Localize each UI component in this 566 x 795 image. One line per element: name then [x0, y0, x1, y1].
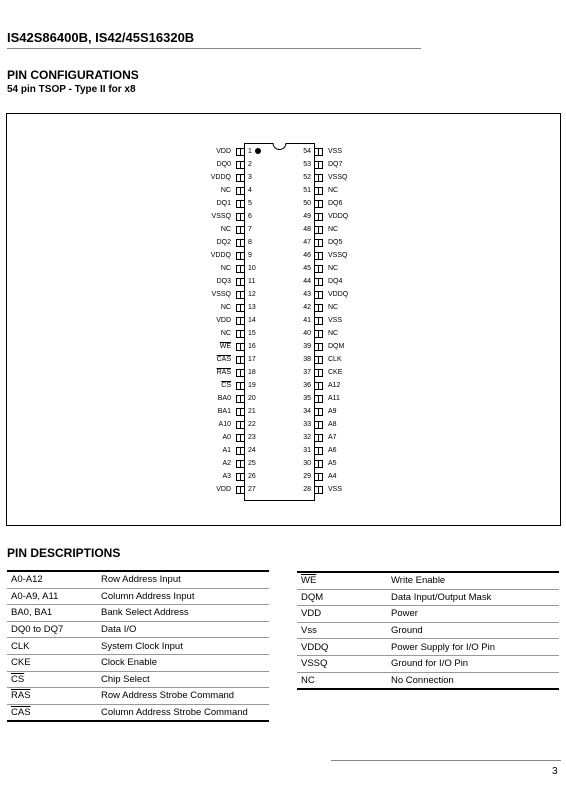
pin-19 — [160, 380, 256, 392]
pin-symbol: VSSQ — [301, 658, 328, 670]
pin-number: 1 — [248, 148, 252, 155]
pin-number: 38 — [303, 356, 311, 363]
pin-name: VDD — [216, 317, 231, 324]
pin-lead — [236, 304, 245, 312]
pin-lead — [236, 252, 245, 260]
pin-lead — [236, 278, 245, 286]
pin-9 — [160, 250, 252, 262]
pin-41 — [303, 315, 399, 327]
pin-symbol-cell — [7, 571, 97, 588]
pin-number: 31 — [303, 447, 311, 454]
pin-name: VSS — [328, 148, 343, 155]
pin-lead — [314, 395, 323, 403]
pin-name: DQ3 — [216, 278, 231, 285]
pin-number: 20 — [248, 395, 256, 402]
pin-name: NC — [328, 187, 339, 194]
table-row — [7, 605, 269, 622]
pin-45 — [303, 263, 399, 275]
pin-lead — [314, 148, 323, 156]
pin-description-table-left — [7, 570, 269, 722]
pin-number: 48 — [303, 226, 311, 233]
pin-name: VDDQ — [328, 213, 349, 220]
pin-description: Power — [387, 606, 559, 623]
pin-number: 23 — [248, 434, 256, 441]
pin-17 — [160, 354, 256, 366]
pin-number: 34 — [303, 408, 311, 415]
pin-name: DQ0 — [216, 161, 231, 168]
pin-number: 30 — [303, 460, 311, 467]
pin-lead — [314, 304, 323, 312]
pin-lead — [236, 291, 245, 299]
pin-number: 24 — [248, 447, 256, 454]
pin-name: A8 — [328, 421, 337, 428]
pin-3 — [160, 172, 252, 184]
pin-number: 19 — [248, 382, 256, 389]
pin-24 — [160, 445, 256, 457]
pin-number: 6 — [248, 213, 252, 220]
pin-name: A5 — [328, 460, 337, 467]
pin-number: 45 — [303, 265, 311, 272]
pin-name: CKE — [328, 369, 343, 376]
pin-lead — [236, 447, 245, 455]
pin-name: NC — [328, 330, 339, 337]
pin-description: Power Supply for I/O Pin — [387, 639, 559, 656]
pin-54 — [303, 146, 399, 158]
pin-symbol: NC — [301, 674, 315, 686]
pin-number: 22 — [248, 421, 256, 428]
pin-27 — [160, 484, 256, 496]
pin-number: 39 — [303, 343, 311, 350]
pin-lead — [236, 317, 245, 325]
table-row — [297, 672, 559, 689]
pin-descriptions-heading: PIN DESCRIPTIONS — [7, 546, 121, 560]
pin-symbol: VDDQ — [301, 641, 329, 653]
pin-number: 15 — [248, 330, 256, 337]
pin-15 — [160, 328, 256, 340]
pin-number: 47 — [303, 239, 311, 246]
pin-8 — [160, 237, 252, 249]
pin-lead — [236, 226, 245, 234]
pin-lead — [236, 395, 245, 403]
pin-description: Ground — [387, 622, 559, 639]
pin-21 — [160, 406, 256, 418]
pin-number: 25 — [248, 460, 256, 467]
pin-53 — [303, 159, 399, 171]
page-number: 3 — [552, 766, 558, 777]
pin-39 — [303, 341, 399, 353]
table-row — [7, 688, 269, 705]
pin-name: NC — [220, 330, 231, 337]
pin-symbol: $\overline{WE}$ — [301, 575, 317, 587]
document-title: IS42S86400B, IS42/45S16320B — [7, 30, 195, 45]
pin-10 — [160, 263, 256, 275]
pin-symbol-cell — [297, 572, 387, 589]
pin-31 — [303, 445, 399, 457]
pin-47 — [303, 237, 399, 249]
pin-lead — [236, 460, 245, 468]
pin-49 — [303, 211, 399, 223]
pin-symbol-cell — [7, 704, 97, 721]
pin-symbol: CKE — [11, 657, 31, 669]
pin-lead — [236, 239, 245, 247]
pin-lead — [236, 473, 245, 481]
pin-symbol-cell — [297, 655, 387, 672]
pin-name: A4 — [328, 473, 337, 480]
pin-number: 49 — [303, 213, 311, 220]
pin-description: Write Enable — [387, 572, 559, 589]
pin-name: NC — [220, 226, 231, 233]
pin-symbol: DQ0 to DQ7 — [11, 624, 64, 636]
pin-35 — [303, 393, 399, 405]
pin-52 — [303, 172, 399, 184]
pin-number: 2 — [248, 161, 252, 168]
pin-name: A0 — [222, 434, 231, 441]
pin-symbol-cell — [297, 606, 387, 623]
pin-18 — [160, 367, 256, 379]
pin-symbol-cell — [7, 588, 97, 605]
pin-number: 13 — [248, 304, 256, 311]
pin-13 — [160, 302, 256, 314]
pin-20 — [160, 393, 256, 405]
pin-name: VDDQ — [328, 291, 349, 298]
footer-rule — [331, 760, 561, 761]
pin-number: 50 — [303, 200, 311, 207]
pin-name: $\overline{CAS}$ — [216, 356, 231, 363]
pin-lead — [314, 382, 323, 390]
pin-number: 11 — [248, 278, 256, 285]
pin-name: A6 — [328, 447, 337, 454]
table-row — [297, 606, 559, 623]
pin-lead — [236, 434, 245, 442]
pin-name: VDDQ — [210, 252, 231, 259]
pin-name: CLK — [328, 356, 342, 363]
pin-16 — [160, 341, 256, 353]
pin-number: 36 — [303, 382, 311, 389]
pin-42 — [303, 302, 399, 314]
pin-number: 37 — [303, 369, 311, 376]
pin-number: 42 — [303, 304, 311, 311]
pin-name: DQ4 — [328, 278, 343, 285]
pin-lead — [236, 174, 245, 182]
pin-lead — [236, 356, 245, 364]
table-row — [7, 588, 269, 605]
pin-lead — [236, 265, 245, 273]
pin-lead — [314, 421, 323, 429]
pin-number: 51 — [303, 187, 311, 194]
pin-symbol: CLK — [11, 640, 30, 652]
pin-name: VSSQ — [211, 213, 231, 220]
pin-symbol: $\overline{RAS}$ — [11, 690, 31, 702]
table-row — [297, 639, 559, 656]
pin-symbol-cell — [7, 688, 97, 705]
table-row — [297, 589, 559, 606]
pin-symbol: $\overline{CAS}$ — [11, 707, 31, 719]
pin-number: 17 — [248, 356, 256, 363]
pin-description-table-right — [297, 571, 559, 690]
pin-lead — [314, 330, 323, 338]
pin-name: VSS — [328, 317, 343, 324]
pin-number: 40 — [303, 330, 311, 337]
pin-description: Bank Select Address — [97, 605, 269, 622]
pin-symbol: BA0, BA1 — [11, 607, 53, 619]
pin-name: DQ2 — [216, 239, 231, 246]
pin-name: NC — [328, 265, 339, 272]
pin-number: 14 — [248, 317, 256, 324]
pin-name: VSSQ — [211, 291, 231, 298]
pin-description: No Connection — [387, 672, 559, 689]
pin-38 — [303, 354, 399, 366]
pin-symbol-cell — [7, 621, 97, 638]
pin-11 — [160, 276, 256, 288]
pin-40 — [303, 328, 399, 340]
pin-name: VSSQ — [328, 174, 348, 181]
table-row — [7, 571, 269, 588]
pin-symbol: Vss — [301, 625, 317, 637]
pin-14 — [160, 315, 256, 327]
header-rule — [7, 48, 421, 49]
pin-44 — [303, 276, 399, 288]
table-row — [7, 654, 269, 671]
pin-name: DQ6 — [328, 200, 343, 207]
pin-lead — [314, 226, 323, 234]
pin-50 — [303, 198, 399, 210]
pin-name: A10 — [218, 421, 231, 428]
pin-46 — [303, 250, 399, 262]
pin-symbol-cell — [7, 671, 97, 688]
pin-description: Column Address Input — [97, 588, 269, 605]
pin-name: A9 — [328, 408, 337, 415]
pin-symbol: A0-A9, A11 — [11, 590, 59, 602]
pin-51 — [303, 185, 399, 197]
pin-name: DQ5 — [328, 239, 343, 246]
pin-number: 35 — [303, 395, 311, 402]
pin-symbol-cell — [7, 605, 97, 622]
pin-number: 46 — [303, 252, 311, 259]
pin-lead — [236, 330, 245, 338]
pin-number: 54 — [303, 148, 311, 155]
pin-lead — [236, 200, 245, 208]
pin-number: 52 — [303, 174, 311, 181]
pin-lead — [314, 447, 323, 455]
pin-lead — [314, 239, 323, 247]
pin-number: 41 — [303, 317, 311, 324]
pin-23 — [160, 432, 256, 444]
pin-description: Data Input/Output Mask — [387, 589, 559, 606]
pin-number: 43 — [303, 291, 311, 298]
pin-description: Ground for I/O Pin — [387, 655, 559, 672]
pin-name: VSSQ — [328, 252, 348, 259]
pin-lead — [236, 382, 245, 390]
pin-33 — [303, 419, 399, 431]
pin-lead — [236, 148, 245, 156]
pin-symbol-cell — [297, 672, 387, 689]
pin-description: System Clock Input — [97, 638, 269, 655]
pin-29 — [303, 471, 399, 483]
pin-name: DQ1 — [216, 200, 231, 207]
pin-name: BA0 — [217, 395, 231, 402]
pin-number: 8 — [248, 239, 252, 246]
pin-name: VDD — [216, 148, 231, 155]
pin-lead — [314, 278, 323, 286]
pin-number: 33 — [303, 421, 311, 428]
pin-lead — [314, 187, 323, 195]
pin-name: $\overline{WE}$ — [219, 343, 231, 350]
pin-number: 7 — [248, 226, 252, 233]
pin-number: 53 — [303, 161, 311, 168]
pin-name: A3 — [222, 473, 231, 480]
pin-number: 28 — [303, 486, 311, 493]
pin-36 — [303, 380, 399, 392]
pin-number: 16 — [248, 343, 256, 350]
pin-lead — [314, 252, 323, 260]
pin-description: Column Address Strobe Command — [97, 704, 269, 721]
pin-2 — [160, 159, 252, 171]
pin-number: 21 — [248, 408, 256, 415]
pin-lead — [314, 460, 323, 468]
pin-number: 27 — [248, 486, 256, 493]
table-row — [297, 655, 559, 672]
table-row — [297, 622, 559, 639]
pin-number: 9 — [248, 252, 252, 259]
pin-name: DQ7 — [328, 161, 343, 168]
pin-48 — [303, 224, 399, 236]
pin-number: 12 — [248, 291, 256, 298]
pin-32 — [303, 432, 399, 444]
table-row — [7, 638, 269, 655]
pin-symbol-cell — [297, 622, 387, 639]
pin-number: 5 — [248, 200, 252, 207]
pin-symbol-cell — [7, 638, 97, 655]
pin1-marker-dot — [255, 148, 261, 154]
pin-lead — [314, 317, 323, 325]
pin-25 — [160, 458, 256, 470]
table-row — [7, 621, 269, 638]
pin-symbol: DQM — [301, 591, 324, 603]
pin-number: 44 — [303, 278, 311, 285]
pin-name: VSS — [328, 486, 343, 493]
pin-name: VDD — [216, 486, 231, 493]
pin-5 — [160, 198, 252, 210]
pin-name: A1 — [222, 447, 231, 454]
pin-name: NC — [328, 226, 339, 233]
pin-number: 18 — [248, 369, 256, 376]
pin-26 — [160, 471, 256, 483]
pin-description: Clock Enable — [97, 654, 269, 671]
pin-43 — [303, 289, 399, 301]
pin-symbol-cell — [297, 589, 387, 606]
pin-lead — [236, 421, 245, 429]
pin-symbol-cell — [297, 639, 387, 656]
pin-lead — [314, 434, 323, 442]
pin-lead — [314, 369, 323, 377]
pin-name: A2 — [222, 460, 231, 467]
pin-lead — [236, 187, 245, 195]
pin-lead — [314, 486, 323, 494]
pin-1 — [160, 146, 252, 158]
pin-symbol: VDD — [301, 608, 322, 620]
pin-7 — [160, 224, 252, 236]
pin-name: A12 — [328, 382, 341, 389]
pin-description: Row Address Input — [97, 571, 269, 588]
package-subtitle: 54 pin TSOP - Type II for x8 — [7, 84, 136, 95]
pin-lead — [314, 265, 323, 273]
pin-name: VDDQ — [210, 174, 231, 181]
pin-description: Chip Select — [97, 671, 269, 688]
pin-number: 29 — [303, 473, 311, 480]
pin-symbol: A0-A12 — [11, 574, 43, 586]
pin-name: NC — [328, 304, 339, 311]
pin-34 — [303, 406, 399, 418]
pin-lead — [236, 343, 245, 351]
pin-description: Row Address Strobe Command — [97, 688, 269, 705]
pin-name: A11 — [328, 395, 340, 402]
pin-name: $\overline{RAS}$ — [216, 369, 231, 376]
pin-lead — [236, 161, 245, 169]
pin-number: 32 — [303, 434, 311, 441]
pin-lead — [314, 473, 323, 481]
pin-37 — [303, 367, 399, 379]
pin-name: NC — [220, 265, 231, 272]
table-row — [7, 704, 269, 721]
pin-number: 10 — [248, 265, 256, 272]
pin-name: DQM — [328, 343, 345, 350]
pin-lead — [314, 161, 323, 169]
pin-lead — [314, 408, 323, 416]
pin-6 — [160, 211, 252, 223]
pin-name: NC — [220, 187, 231, 194]
pin-name: NC — [220, 304, 231, 311]
pin-lead — [314, 291, 323, 299]
pin-lead — [314, 213, 323, 221]
pin-description: Data I/O — [97, 621, 269, 638]
pin-lead — [314, 200, 323, 208]
pin-number: 4 — [248, 187, 252, 194]
pin-lead — [236, 369, 245, 377]
pin-4 — [160, 185, 252, 197]
pin-name: $\overline{CS}$ — [221, 382, 231, 389]
pin-number: 3 — [248, 174, 252, 181]
pin-22 — [160, 419, 256, 431]
pin-lead — [236, 213, 245, 221]
pin-name: BA1 — [217, 408, 231, 415]
pin-number: 26 — [248, 473, 256, 480]
table-row — [7, 671, 269, 688]
pin-lead — [314, 343, 323, 351]
pin-configurations-heading: PIN CONFIGURATIONS — [7, 68, 139, 82]
pin-symbol-cell — [7, 654, 97, 671]
pin-lead — [314, 174, 323, 182]
pin-lead — [236, 408, 245, 416]
pin-symbol: $\overline{CS}$ — [11, 673, 25, 685]
pin-lead — [236, 486, 245, 494]
pin-name: A7 — [328, 434, 337, 441]
pin-lead — [314, 356, 323, 364]
table-row — [297, 572, 559, 589]
pin-12 — [160, 289, 256, 301]
pin-30 — [303, 458, 399, 470]
pin-28 — [303, 484, 399, 496]
